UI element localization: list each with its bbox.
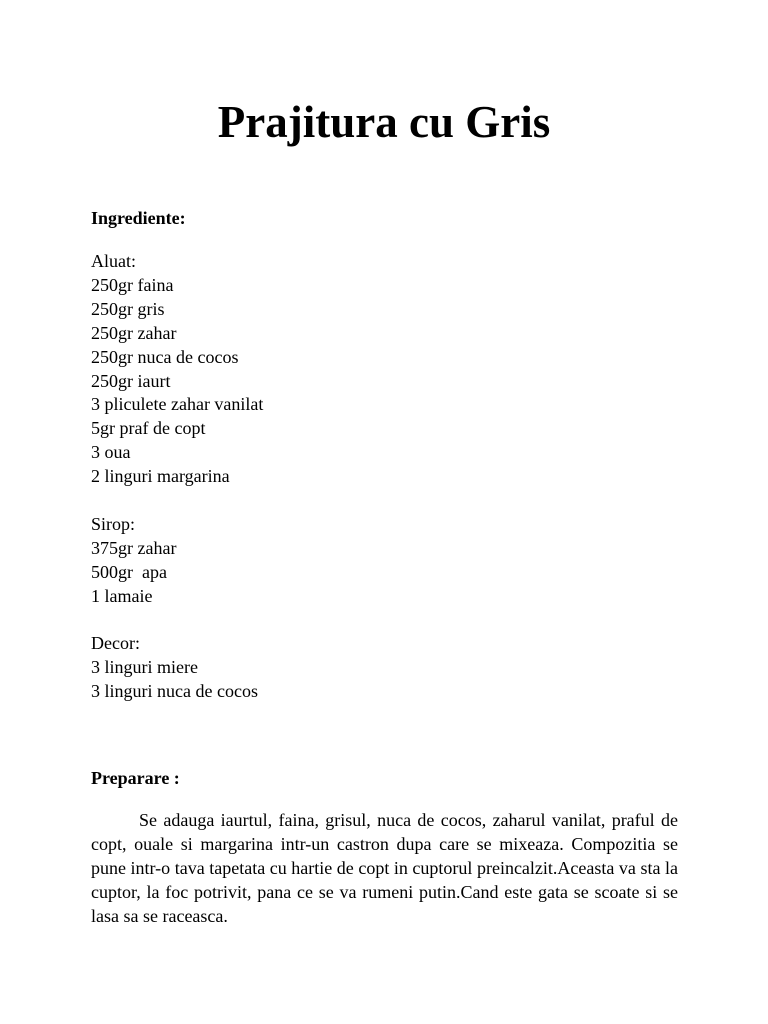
ingredient-item: 2 linguri margarina [91, 466, 230, 487]
ingredient-item: 250gr nuca de cocos [91, 346, 239, 367]
ingredients-list [91, 250, 263, 728]
ingredient-item: 250gr faina [91, 274, 174, 295]
ingredient-item: 5gr praf de copt [91, 418, 206, 439]
group-label-decor: Decor: [91, 633, 140, 654]
ingredient-item: 375gr zahar [91, 537, 177, 558]
ingredient-group-decor [91, 632, 263, 704]
ingredient-group-aluat [91, 250, 263, 489]
preparation-heading: Preparare : [91, 768, 180, 788]
ingredient-item: 500gr apa [91, 561, 167, 582]
ingredient-item: 250gr zahar [91, 322, 177, 343]
ingredient-item: 1 lamaie [91, 585, 153, 606]
ingredient-item: 250gr gris [91, 298, 165, 319]
preparation-paragraph: Se adauga iaurtul, faina, grisul, nuca de cocos, zaharul vanilat, praful de copt, ouale si margarina intr-un castron dupa care se mixeaza. Compozitia se pune intr-o tava tapetata cu hartie de copt in cuptorul preincalzit.Aceasta va sta la cuptor, la foc potrivit, pana ce se va rumeni putin.Cand este gata se scoate si se lasa sa se raceasca. [91, 810, 678, 926]
page-title: Prajitura cu Gris [217, 97, 551, 147]
ingredient-item: 3 pliculete zahar vanilat [91, 394, 264, 415]
group-label-aluat: Aluat: [91, 251, 136, 271]
ingredients-heading: Ingrediente: [91, 208, 186, 228]
group-label-sirop: Sirop: [91, 513, 136, 534]
ingredient-item: 3 oua [91, 442, 131, 463]
ingredient-item: 250gr iaurt [91, 370, 171, 391]
ingredient-item: 3 linguri miere [91, 657, 198, 678]
ingredient-item: 3 linguri nuca de cocos [91, 681, 258, 702]
ingredient-group-sirop [91, 513, 263, 609]
